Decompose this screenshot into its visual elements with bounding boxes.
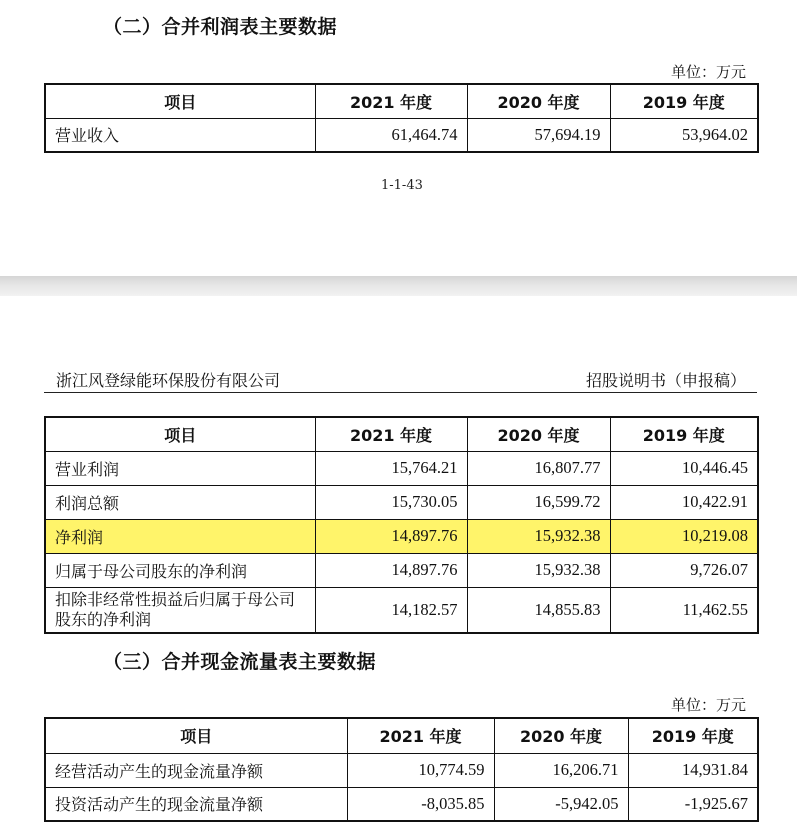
header-cell: 项目 xyxy=(45,84,315,118)
value-cell: 15,730.05 xyxy=(315,485,467,519)
header-cell: 2020 年度 xyxy=(467,84,610,118)
table-row xyxy=(45,587,758,633)
row-label: 经营活动产生的现金流量净额 xyxy=(45,753,347,787)
unit-label: 单位：万元 xyxy=(670,63,746,81)
value-cell: -8,035.85 xyxy=(347,787,494,821)
value-cell: 14,931.84 xyxy=(628,753,758,787)
header-cell: 2019 年度 xyxy=(610,84,758,118)
header-cell: 2019 年度 xyxy=(610,417,758,451)
table-header-row xyxy=(45,718,758,753)
value-cell: 14,855.83 xyxy=(467,587,610,633)
value-cell: 15,932.38 xyxy=(467,519,610,553)
value-cell: 14,897.76 xyxy=(315,553,467,587)
page-number: 1-1-43 xyxy=(381,178,423,193)
value-cell: 16,206.71 xyxy=(494,753,628,787)
header-cell: 2020 年度 xyxy=(467,417,610,451)
value-cell: 14,897.76 xyxy=(315,519,467,553)
table-row-highlighted xyxy=(45,519,758,553)
table-row xyxy=(45,553,758,587)
company-name: 浙江风登绿能环保股份有限公司 xyxy=(56,371,281,390)
document-type: 招股说明书（申报稿） xyxy=(585,371,746,390)
header-cell: 2021 年度 xyxy=(315,84,467,118)
table-row xyxy=(45,787,758,821)
value-cell: 16,807.77 xyxy=(467,451,610,485)
header-cell: 2021 年度 xyxy=(315,417,467,451)
row-label: 投资活动产生的现金流量净额 xyxy=(45,787,347,821)
header-cell: 2019 年度 xyxy=(628,718,758,753)
row-label: 扣除非经常性损益后归属于母公司股东的净利润 xyxy=(45,587,315,633)
row-label: 利润总额 xyxy=(45,485,315,519)
header-cell: 项目 xyxy=(45,718,347,753)
table-row xyxy=(45,485,758,519)
table-row xyxy=(45,118,758,152)
profit-table xyxy=(44,416,759,634)
value-cell: 11,462.55 xyxy=(610,587,758,633)
table-header-row xyxy=(45,84,758,118)
value-cell: 16,599.72 xyxy=(467,485,610,519)
table-row xyxy=(45,753,758,787)
section-title-cashflow: （三）合并现金流量表主要数据 xyxy=(103,651,377,673)
value-cell: -5,942.05 xyxy=(494,787,628,821)
table-row xyxy=(45,451,758,485)
value-cell: 61,464.74 xyxy=(315,118,467,152)
row-label: 归属于母公司股东的净利润 xyxy=(45,553,315,587)
header-cell: 项目 xyxy=(45,417,315,451)
value-cell: 10,774.59 xyxy=(347,753,494,787)
row-label: 营业收入 xyxy=(45,118,315,152)
row-label: 营业利润 xyxy=(45,451,315,485)
value-cell: 9,726.07 xyxy=(610,553,758,587)
table-header-row xyxy=(45,417,758,451)
income-table xyxy=(44,83,759,153)
unit-label: 单位：万元 xyxy=(670,696,746,714)
header-cell: 2021 年度 xyxy=(347,718,494,753)
value-cell: 14,182.57 xyxy=(315,587,467,633)
value-cell: 10,422.91 xyxy=(610,485,758,519)
value-cell: 10,446.45 xyxy=(610,451,758,485)
cashflow-table xyxy=(44,717,759,822)
value-cell: 10,219.08 xyxy=(610,519,758,553)
page-separator xyxy=(0,276,797,296)
section-title-income: （二）合并利润表主要数据 xyxy=(103,16,338,38)
header-cell: 2020 年度 xyxy=(494,718,628,753)
value-cell: -1,925.67 xyxy=(628,787,758,821)
value-cell: 15,932.38 xyxy=(467,553,610,587)
value-cell: 15,764.21 xyxy=(315,451,467,485)
value-cell: 53,964.02 xyxy=(610,118,758,152)
value-cell: 57,694.19 xyxy=(467,118,610,152)
row-label: 净利润 xyxy=(45,519,315,553)
header-rule xyxy=(44,392,757,393)
